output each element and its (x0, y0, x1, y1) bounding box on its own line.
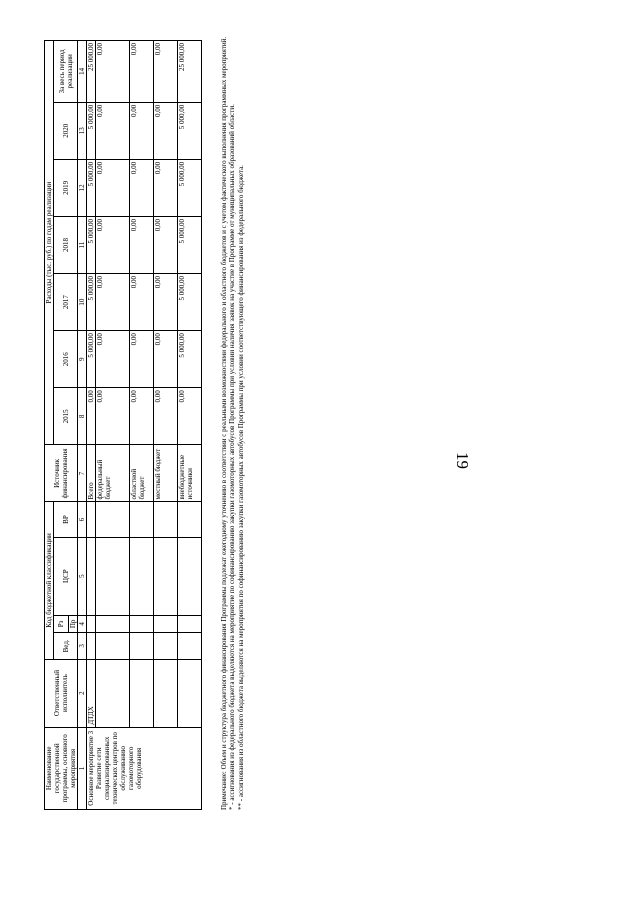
footnotes (220, 30, 245, 810)
header-budget-code: Код бюджетной классификации (45, 502, 54, 659)
value-cell: 0,00 (96, 216, 130, 273)
value-cell: 5 000,00 (178, 216, 202, 273)
header-responsible: Ответственный исполнитель (45, 659, 78, 727)
value-cell: 25 000,00 (178, 41, 202, 103)
column-number: 1 (78, 727, 87, 809)
value-cell: 0,00 (87, 388, 96, 445)
value-cell: 0,00 (130, 388, 154, 445)
value-cell: 5 000,00 (178, 331, 202, 388)
value-cell: 5 000,00 (87, 216, 96, 273)
value-cell: 0,00 (130, 41, 154, 103)
header-source: Источник финансирования (45, 445, 78, 502)
header-year: 2015 (54, 388, 78, 445)
column-number: 4 (78, 615, 87, 633)
column-number: 3 (78, 633, 87, 659)
column-number: 5 (78, 537, 87, 615)
source-cell: федеральный бюджет (96, 445, 130, 502)
source-cell: Всего (87, 445, 96, 502)
value-cell: 0,00 (154, 274, 178, 331)
header-year: 2020 (54, 102, 78, 159)
value-cell: 5 000,00 (87, 102, 96, 159)
program-name: Основное мероприятие 3 Развитие сети специализированных технических центров по обслуживанию газомоторного оборудования (87, 727, 202, 809)
value-cell: 0,00 (154, 41, 178, 103)
header-pr: Пр (69, 615, 78, 633)
value-cell: 0,00 (130, 331, 154, 388)
value-cell: 5 000,00 (87, 331, 96, 388)
header-year: 2016 (54, 331, 78, 388)
column-number: 8 (78, 388, 87, 445)
header-vr: ВР (54, 502, 78, 537)
column-number: 9 (78, 331, 87, 388)
value-cell: 0,00 (154, 331, 178, 388)
source-cell: областной бюджет (130, 445, 154, 502)
column-number: 2 (78, 659, 87, 727)
column-number: 14 (78, 41, 87, 103)
value-cell: 0,00 (96, 41, 130, 103)
value-cell: 0,00 (96, 159, 130, 216)
value-cell: 25 000,00 (87, 41, 96, 103)
value-cell: 0,00 (96, 331, 130, 388)
header-ved: Вед. (54, 633, 78, 659)
value-cell: 0,00 (130, 159, 154, 216)
header-total-period: За весь период реализации (54, 41, 78, 103)
value-cell: 0,00 (154, 388, 178, 445)
table-row (154, 41, 178, 810)
value-cell: 5 000,00 (178, 274, 202, 331)
value-cell: 0,00 (154, 216, 178, 273)
header-csr: ЦСР (54, 537, 78, 615)
note-main: Примечание: Объем и структура бюджетного финансирования Программы подлежат ежегодному уточнению в соответствии с реальными возможностями федерального и областного бюджетов и с учетом фактического выполнения программных мероприятий. (220, 36, 228, 810)
table-row (178, 41, 202, 810)
column-number: 7 (78, 445, 87, 502)
column-number: 6 (78, 502, 87, 537)
header-year: 2018 (54, 216, 78, 273)
value-cell: 5 000,00 (87, 159, 96, 216)
table-row (130, 41, 154, 810)
column-number: 11 (78, 216, 87, 273)
column-number: 10 (78, 274, 87, 331)
value-cell: 0,00 (130, 102, 154, 159)
header-year: 2017 (54, 274, 78, 331)
header-year: 2019 (54, 159, 78, 216)
value-cell: 5 000,00 (178, 102, 202, 159)
source-cell: внебюджетные источники (178, 445, 202, 502)
value-cell: 0,00 (96, 102, 130, 159)
value-cell: 0,00 (154, 159, 178, 216)
table-row (87, 41, 96, 810)
header-rz: Рз (54, 615, 69, 633)
value-cell: 0,00 (96, 388, 130, 445)
header-name: Наименование государственной программы, основного мероприятия (45, 727, 78, 809)
page-number: 19 (453, 452, 472, 469)
value-cell: 0,00 (130, 274, 154, 331)
value-cell: 0,00 (154, 102, 178, 159)
note-federal: * - ассигнования из федерального бюджета выделяются на мероприятие по софинансированию закупки газомоторных автобусов Программы при условии наличия заявок на участие в Программе от муниципальных образований области. (228, 104, 237, 810)
value-cell: 0,00 (130, 216, 154, 273)
value-cell: 0,00 (96, 274, 130, 331)
header-expenses: Расходы (тыс. руб.) по годам реализации (45, 41, 54, 445)
column-number: 12 (78, 159, 87, 216)
table-row (96, 41, 130, 810)
value-cell: 0,00 (178, 388, 202, 445)
responsible-value: ДТДХ (87, 659, 96, 727)
value-cell: 5 000,00 (87, 274, 96, 331)
value-cell: 5 000,00 (178, 159, 202, 216)
source-cell: местный бюджет (154, 445, 178, 502)
column-number: 13 (78, 102, 87, 159)
financing-table (44, 40, 202, 810)
note-regional: ** - ассигнования из областного бюджета выделяются на мероприятия по софинансированию закупки газомоторных автобусов Программы при условии соответствующего финансирования из федерального бюджета. (236, 165, 245, 810)
